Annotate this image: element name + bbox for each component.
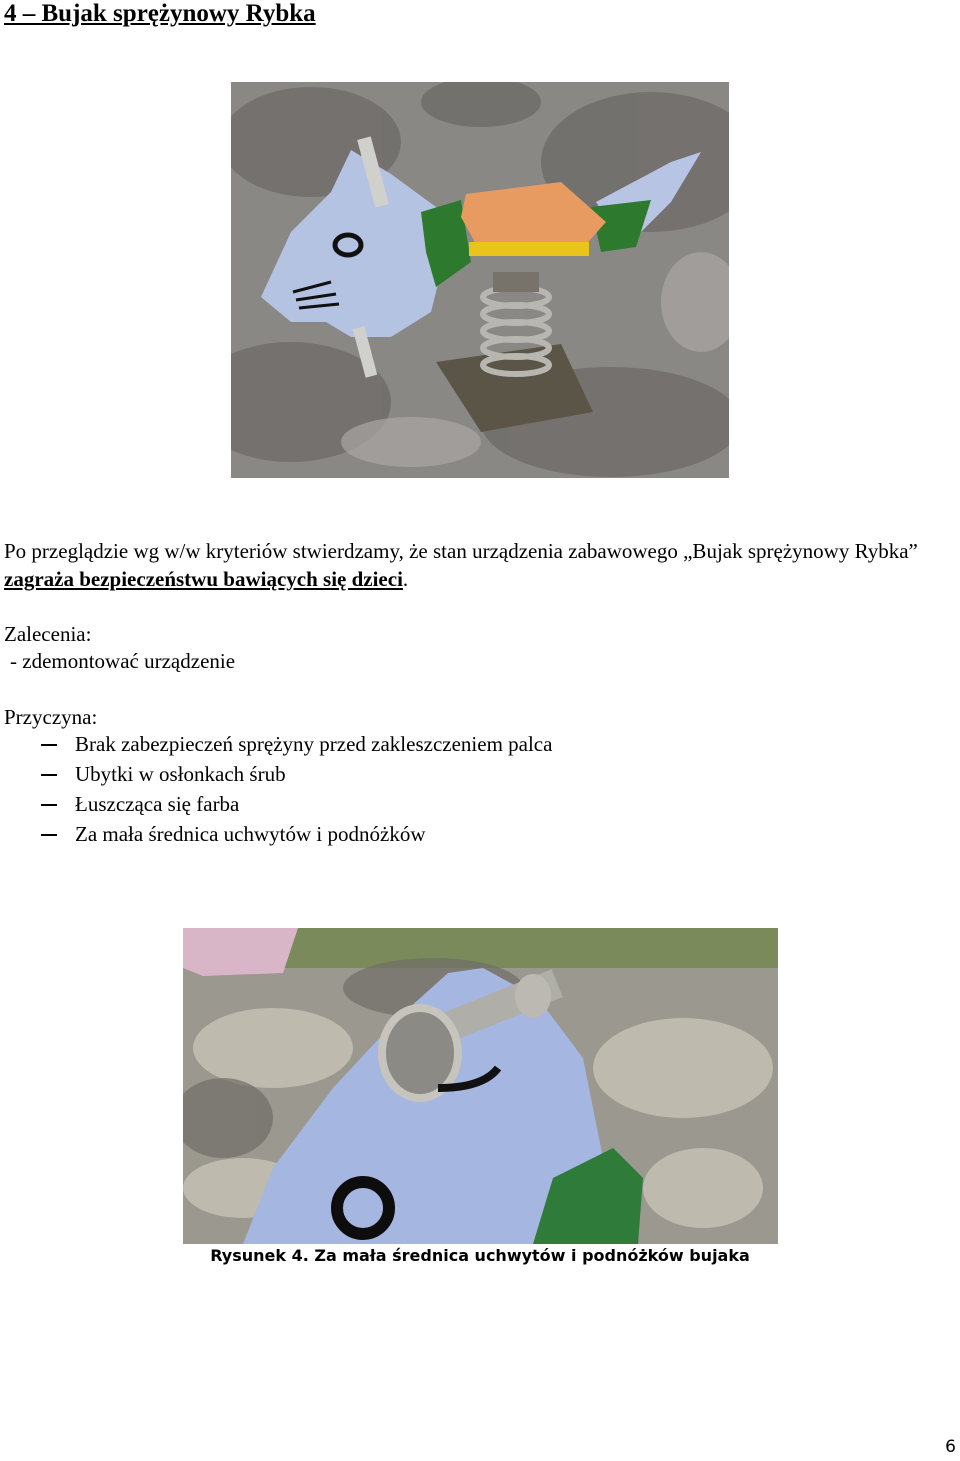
reason-text: Za mała średnica uchwytów i podnóżków [75,822,426,846]
reason-text: Brak zabezpieczeń sprężyny przed zakleszczeniem palca [75,732,553,756]
dash-bullet [41,834,57,836]
reason-item [0,790,552,820]
reason-item [0,820,552,850]
section-heading: 4 – Bujak sprężynowy Rybka [4,0,316,27]
reason-text: Łuszcząca się farba [75,792,240,816]
assessment-paragraph [4,537,944,593]
reason-item [0,760,552,790]
reason-text: Ubytki w osłonkach śrub [75,762,286,786]
reasons-list [0,730,552,850]
recommendation-item: - zdemontować urządzenie [10,649,236,673]
assessment-period: . [402,567,409,591]
reason-item [0,730,552,760]
figure-caption: Rysunek 4. Za mała średnica uchwytów i podnóżków bujaka [210,1246,750,1265]
handle-closeup-photo [183,928,778,1244]
dash-bullet [41,804,57,806]
danger-statement: zagraża bezpieczeństwu bawiących się dzieci [4,567,403,591]
spring-rocker-photo [231,82,729,478]
dash-bullet [41,744,57,746]
page-number: 6 [945,1437,956,1457]
recommendations-label: Zalecenia: [4,622,92,646]
reasons-label: Przyczyna: [4,705,98,729]
assessment-text: Po przeglądzie wg w/w kryteriów stwierdzamy, że stan urządzenia zabawowego „Bujak sprężynowy Rybka” [4,539,918,563]
dash-bullet [41,774,57,776]
